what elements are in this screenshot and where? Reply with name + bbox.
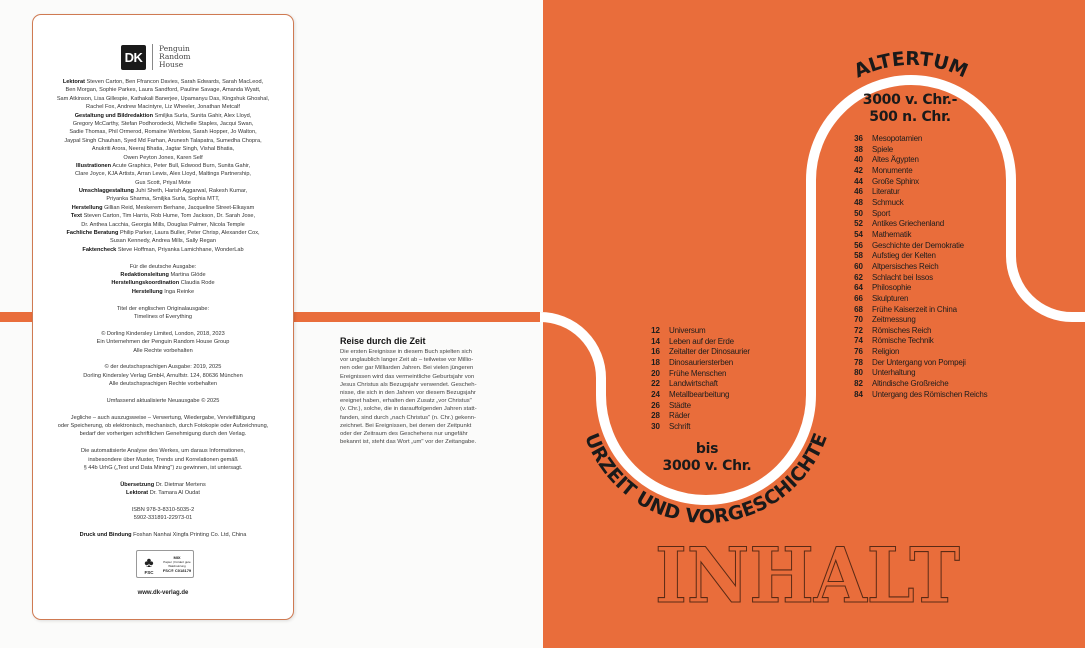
credit-names: Owen Peyton Jones, Karen Self (123, 154, 203, 161)
period-line: 3000 v. Chr. (662, 458, 752, 474)
credit-names: Ein Unternehmen der Penguin Random House Group (96, 339, 230, 346)
toc-item[interactable] (642, 358, 750, 369)
fsc-wordmark: FSC (144, 570, 154, 575)
toc-item-title: Mathematik (872, 229, 912, 239)
toc-item[interactable] (642, 369, 750, 380)
credit-names: Die automatisierte Analyse des Werkes, um daraus Informationen, (80, 448, 246, 455)
credit-names: § 44b UrhG („Text und Data Mining") zu gewinnen, ist untersagt. (83, 464, 243, 471)
credit-role: Illustrationen (75, 162, 112, 169)
toc-item-title: Städte (669, 400, 691, 410)
credit-names: Acute Graphics, Peter Bull, Edwood Burn, Sunita Gahir, (112, 162, 251, 169)
credit-names: Martina Glöde (170, 271, 206, 278)
toc-item[interactable] (845, 368, 987, 379)
credit-names: bedarf der vorherigen schriftlichen Genehmigung durch den Verlag. (79, 431, 247, 438)
toc-item-title: Landwirtschaft (669, 379, 718, 389)
credit-names: Clare Joyce, KJA Artists, Arran Lewis, Alex Lloyd, Maltings Partnership, (75, 171, 251, 178)
toc-list-altertum (845, 134, 987, 400)
intro-text-line: (v. Chr.), solche, die in darauffolgenden Jahren statt- (340, 406, 477, 413)
toc-item[interactable] (845, 294, 987, 305)
toc-page-number: 26 (651, 400, 660, 410)
credit-role: Herstellungskoordination (111, 280, 180, 287)
toc-item-title: Dinosauriersterben (669, 357, 733, 367)
toc-item[interactable] (845, 219, 987, 230)
intro-text-line: fanden, sind durch „nach Christus" (n. Chr.) gekenn- (340, 414, 477, 421)
toc-item[interactable] (845, 209, 987, 220)
toc-page-number: 54 (854, 229, 863, 239)
intro-text-line: Jesus Christus als Bezugsjahr verwendet. Gescheh- (340, 381, 477, 388)
toc-list-urzeit (642, 326, 750, 433)
toc-page-number: 28 (651, 411, 660, 421)
toc-item-title: Aufstieg der Kelten (872, 251, 936, 261)
credit-names: oder Speicherung, ob elektronisch, mechanisch, durch Fotokopie oder Aufzeichnung, (57, 423, 269, 430)
credit-names: Umfassend aktualisierte Neuausgabe © 2025 (106, 397, 220, 404)
fsc-mix: MIX (173, 555, 181, 560)
period-line: 500 n. Chr. (869, 109, 951, 125)
intro-text-line: zeichnet. Bei Ereignissen, bei denen der Zeitpunkt (340, 422, 472, 429)
credit-role: Lektorat (62, 79, 85, 85)
toc-item-title: Religion (872, 347, 900, 357)
toc-page-number: 30 (651, 421, 660, 431)
credit-names: Inga Reinke (164, 288, 195, 295)
toc-item[interactable] (845, 283, 987, 294)
toc-item-title: Untergang des Römischen Reichs (872, 389, 988, 399)
credit-names: © der deutschsprachigen Ausgabe: 2019, 2025 (104, 364, 222, 371)
toc-item-title: Mesopotamien (872, 134, 923, 143)
toc-item-title: Schlacht bei Issos (872, 272, 933, 282)
intro-text-line: oder der Zeitraum des Geschehens nur ungefähr (340, 431, 468, 438)
toc-item-title: Spiele (872, 144, 894, 154)
toc-item[interactable] (845, 177, 987, 188)
toc-item[interactable] (845, 134, 987, 145)
toc-page-number: 62 (854, 272, 863, 282)
toc-item[interactable] (845, 273, 987, 284)
toc-item[interactable] (845, 155, 987, 166)
toc-item-title: Universum (669, 326, 706, 335)
toc-page-number: 38 (854, 144, 863, 154)
toc-page-number: 60 (854, 261, 863, 271)
publisher-line: House (159, 60, 184, 69)
toc-item[interactable] (845, 347, 987, 358)
toc-item[interactable] (845, 166, 987, 177)
toc-item-title: Literatur (872, 187, 900, 197)
fsc-code: FSC® C018179 (162, 568, 192, 573)
credit-names: Foshan Nanhai Xingfa Printing Co. Ltd, China (133, 532, 247, 539)
credit-names: Titel der englischen Originalausgabe: (116, 305, 210, 312)
credit-names: Susan Kennedy, Andrea Mills, Sally Regan (110, 238, 216, 245)
credit-role: Lektorat (126, 490, 149, 497)
toc-item-title: Metallbearbeitung (669, 389, 730, 399)
toc-item[interactable] (845, 241, 987, 252)
toc-page-number: 18 (651, 357, 660, 367)
credit-role: Text (70, 213, 82, 220)
toc-item[interactable] (845, 145, 987, 156)
period-altertum (850, 92, 970, 126)
toc-page-number: 12 (651, 326, 660, 335)
section-title-urzeit: URZEIT UND VORGESCHICHTE (580, 430, 832, 529)
toc-page-number: 76 (854, 347, 863, 357)
credit-role: Herstellung (71, 204, 103, 211)
credit-names: Gregory McCarthy, Stefan Podhorodecki, Michelle Staples, Jacqui Swan, (72, 120, 254, 127)
fsc-subtitle: Papier | Fördert gute Waldnutzung (163, 560, 191, 568)
credit-names: Sam Atkinson, Lisa Gillespie, Kathakali Banerjee, Upamanyu Das, Kingshuk Ghoshal, (56, 95, 270, 102)
credit-names: Jaypal Singh Chauhan, Syed Md Farhan, Arunesh Talapatra, Sumedha Chopra, (64, 137, 262, 144)
credit-role: Redaktionsleitung (120, 271, 169, 278)
toc-item-title: Monumente (872, 165, 913, 175)
toc-page-number: 50 (854, 208, 863, 218)
toc-item[interactable] (845, 326, 987, 337)
toc-item[interactable] (845, 305, 987, 316)
toc-item[interactable] (642, 390, 750, 401)
toc-item-title: Altpersisches Reich (872, 261, 939, 271)
toc-item-title: Räder (669, 411, 690, 421)
credit-role: Fachliche Beratung (66, 230, 119, 237)
toc-item-title: Skulpturen (872, 293, 909, 303)
toc-page-number: 20 (651, 368, 660, 378)
toc-page-number: 58 (854, 251, 863, 261)
publisher-line: Penguin (159, 44, 190, 53)
toc-item-title: Frühe Kaiserzeit in China (872, 304, 957, 314)
credit-role: Gestaltung und Bildredaktion (74, 112, 154, 119)
toc-page-number: 44 (854, 176, 863, 186)
toc-page-number: 40 (854, 155, 863, 165)
toc-item[interactable] (845, 198, 987, 209)
credit-names: Alle deutschsprachigen Rechte vorbehalten (109, 381, 217, 388)
credit-names: Philip Parker, Laura Buller, Peter Chrisp, Alexander Cox, (119, 230, 260, 237)
toc-item-title: Geschichte der Demokratie (872, 240, 964, 250)
publisher-line: Random (159, 52, 191, 61)
toc-item[interactable] (845, 187, 987, 198)
toc-page-number: 64 (854, 283, 863, 293)
toc-page-number: 22 (651, 379, 660, 389)
toc-page-number: 36 (854, 134, 863, 143)
toc-page-number: 48 (854, 197, 863, 207)
credit-names: Dr. Dietmar Mertens (155, 481, 206, 488)
credit-names: 5902-331891-22973-01 (133, 515, 193, 522)
credit-names: Jegliche – auch auszugsweise – Verwertung, Wiedergabe, Vervielfältigung (70, 414, 256, 421)
credit-names: Dr. Tamara Al Oudat (149, 490, 200, 497)
period-urzeit (647, 441, 767, 475)
toc-item-title: Leben auf der Erde (669, 336, 734, 346)
toc-item-title: Schmuck (872, 197, 904, 207)
credit-role: Umschlaggestaltung (78, 188, 134, 195)
toc-item[interactable] (845, 390, 987, 401)
toc-item[interactable] (845, 336, 987, 347)
fsc-tree-icon: ♣ FSC (140, 553, 158, 575)
credit-names: Sadie Thomas, Phil Ormerod, Romaine Werblow, Sarah Hopper, Jo Walton, (69, 129, 257, 136)
toc-item-title: Schrift (669, 421, 691, 431)
toc-item-title: Römisches Reich (872, 325, 932, 335)
toc-item[interactable] (642, 401, 750, 412)
credit-names: ISBN 978-3-8310-5035-2 (131, 506, 195, 513)
toc-page-number: 74 (854, 336, 863, 346)
toc-item-title: Große Sphinx (872, 176, 919, 186)
credit-names: Steven Carton, Ben Ffrancon Davies, Sarah Edwards, Sarah MacLeod, (86, 79, 264, 85)
intro-heading: Reise durch die Zeit (340, 336, 426, 346)
toc-item[interactable] (845, 262, 987, 273)
toc-page-number: 14 (651, 336, 660, 346)
toc-item-title: Antikes Griechenland (872, 219, 945, 229)
intro-text-line: nisse, die sich in den Jahren vor diesem Bezugsjahr (340, 390, 476, 397)
credit-names: Priyanka Sharma, Smiljka Surla, Sophia MTT, (106, 196, 220, 203)
toc-item-title: Zeitalter der Dinosaurier (669, 347, 750, 357)
credit-names: Steve Hoffman, Priyanka Lamichhane, WonderLab (117, 246, 244, 253)
toc-item[interactable] (642, 326, 750, 337)
toc-item-title: Altindische Großreiche (872, 379, 949, 389)
credit-names: Anukriti Arora, Neeraj Bhatia, Jagtar Singh, Vishal Bhatia, (91, 146, 235, 153)
toc-page-number: 68 (854, 304, 863, 314)
toc-item-title: Römische Technik (872, 336, 934, 346)
toc-item[interactable] (845, 251, 987, 262)
toc-page-number: 66 (854, 293, 863, 303)
toc-page-number: 16 (651, 347, 660, 357)
toc-item[interactable] (845, 230, 987, 241)
toc-item[interactable] (845, 315, 987, 326)
credit-role: Übersetzung (120, 481, 155, 488)
toc-item[interactable] (642, 411, 750, 422)
intro-text-line: bekannt ist, steht das Wort „um" vor der Zeitangabe. (340, 439, 477, 446)
publisher-url[interactable]: www.dk-verlag.de (137, 590, 189, 596)
intro-text-line: vor unglaublich langer Zeit ab – teilweise vor Millio- (340, 357, 474, 364)
credit-names: Steven Carton, Tim Harris, Rob Hume, Tom Jackson, Dr. Sarah Jose, (83, 213, 256, 220)
toc-page-number: 80 (854, 368, 863, 378)
toc-page-number: 56 (854, 240, 863, 250)
credit-names: Gus Scott, Priyal Mote (135, 179, 191, 186)
toc-item[interactable] (642, 379, 750, 390)
toc-page-number: 84 (854, 389, 863, 399)
period-line: bis (695, 441, 719, 457)
toc-item-title: Unterhaltung (872, 368, 916, 378)
credit-names: Dr. Anthea Lacchia, Georgia Mills, Douglas Palmer, Nicola Temple (81, 221, 245, 228)
dk-logo-icon: DK (121, 45, 146, 70)
toc-item-title: Sport (872, 208, 891, 218)
credit-names: Alle Rechte vorbehalten (133, 347, 193, 354)
credit-names: Smiljka Surla, Sunita Gahir, Alex Lloyd, (154, 112, 252, 119)
credit-role: Druck und Bindung (79, 532, 132, 539)
credit-names: Timelines of Everything (134, 313, 192, 320)
contents-title: INHALT (655, 531, 960, 620)
credit-names: Rachel Fox, Andrew Macintyre, Liz Wheeler, Jonathan Metcalf (86, 104, 240, 111)
toc-item-title: Frühe Menschen (669, 368, 727, 378)
toc-page-number: 24 (651, 389, 660, 399)
intro-text-line: nen oder gar Milliarden Jahren. Bei vielen jüngeren (340, 365, 474, 372)
toc-item-title: Altes Ägypten (872, 155, 919, 165)
section-title-altertum: ALTERTUM (850, 47, 972, 83)
toc-item[interactable] (642, 422, 750, 433)
intro-text-line: Ereignissen wird das vermeintliche Geburtsjahr von (340, 373, 475, 380)
toc-item[interactable] (642, 347, 750, 358)
intro-text-line: Die ersten Ereignisse in diesem Buch spielten sich (340, 349, 472, 355)
toc-item-title: Philosophie (872, 283, 912, 293)
credit-names: insbesondere über Muster, Trends und Korrelationen gemäß (88, 456, 238, 463)
toc-page-number: 52 (854, 219, 863, 229)
toc-item[interactable] (642, 337, 750, 348)
credit-names: Dorling Kindersley Verlag GmbH, Arnulfstr. 124, 80636 München (83, 372, 243, 379)
toc-item[interactable] (845, 358, 987, 369)
toc-item-title: Der Untergang von Pompeji (872, 357, 966, 367)
toc-page-number: 72 (854, 325, 863, 335)
toc-item[interactable] (845, 379, 987, 390)
credit-names: Claudia Rode (180, 280, 215, 287)
credit-names: Für die deutsche Ausgabe: (129, 263, 197, 270)
credit-role: Faktencheck (82, 246, 117, 253)
credit-names: Gillian Reid, Meskerem Berhane, Jacqueline Street-Elkayam (104, 204, 255, 211)
credit-names: Juhi Sheth, Harish Aggarwal, Rakesh Kumar, (135, 188, 248, 195)
toc-page-number: 70 (854, 315, 863, 325)
credit-role: Herstellung (131, 288, 163, 295)
toc-page-number: 82 (854, 379, 863, 389)
credit-names: © Dorling Kindersley Limited, London, 2018, 2023 (101, 330, 225, 337)
toc-page-number: 42 (854, 165, 863, 175)
credit-names: Ben Morgan, Sophie Parkes, Laura Sandford, Pauline Savage, Amanda Wyatt, (65, 87, 261, 94)
toc-page-number: 78 (854, 357, 863, 367)
period-line: 3000 v. Chr.- (862, 92, 958, 108)
toc-item-title: Zeitmessung (872, 315, 916, 325)
toc-page-number: 46 (854, 187, 863, 197)
intro-text-line: ereignet haben, erhalten den Zusatz „vor Christus" (340, 398, 472, 405)
